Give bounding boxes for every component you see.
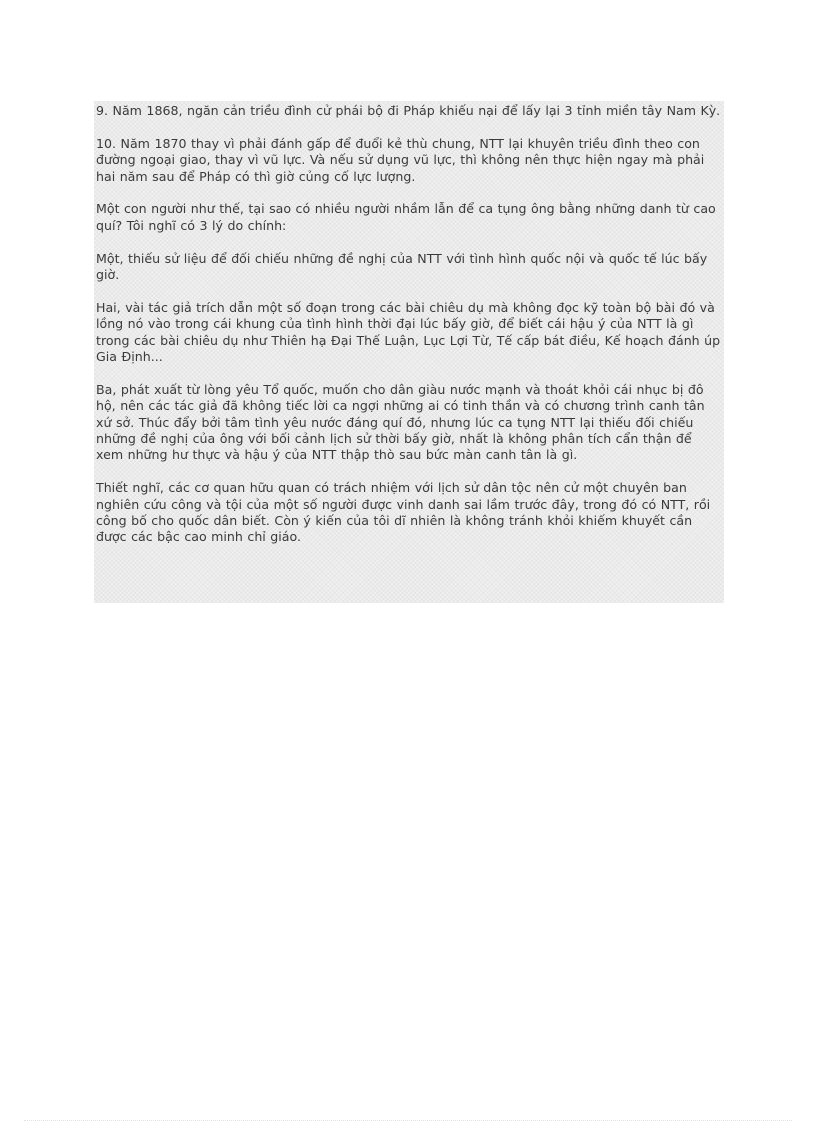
paragraph-reason-two: Hai, vài tác giả trích dẫn một số đoạn trong các bài chiêu dụ mà không đọc kỹ toàn bộ bài đó và lồng nó vào trong cái khung của tình hình thời đại lúc bấy giờ, để biết cái hậu ý của NTT là gì trong các bài chiêu dụ như Thiên hạ Đại Thế Luận, Lục Lợi Từ, Tế cấp bát điều, Kế hoạch đánh úp Gia Định... (96, 299, 721, 365)
page-bottom-divider (24, 1120, 792, 1121)
paragraph-point-9: 9. Năm 1868, ngăn cản triều đình cử phái bộ đi Pháp khiếu nại để lấy lại 3 tỉnh miền tây Nam Kỳ. (96, 103, 721, 118)
paragraph-reason-one: Một, thiếu sử liệu để đối chiếu những đề nghị của NTT với tình hình quốc nội và quốc tế lúc bấy giờ. (96, 250, 708, 283)
article-text-block (94, 101, 724, 603)
paragraph-conclusion: Thiết nghĩ, các cơ quan hữu quan có trách nhiệm với lịch sử dân tộc nên cử một chuyên ban nghiên cứu công và tội của một số người được vinh danh sai lầm trước đây, trong đó có NTT, rồi công bố cho quốc dân biết. Còn ý kiến của tôi dĩ nhiên là không tránh khỏi khiếm khuyết cần được các bậc cao minh chỉ giáo. (96, 480, 711, 545)
paragraph-point-10: 10. Năm 1870 thay vì phải đánh gấp để đuổi kẻ thù chung, NTT lại khuyên triều đình theo con đường ngoại giao, thay vì vũ lực. Và nếu sử dụng vũ lực, thì không nên thực hiện ngay mà phải hai năm sau để Pháp có thì giờ củng cố lực lượng. (96, 135, 705, 184)
paragraph-question: Một con người như thế, tại sao có nhiều người nhầm lẫn để ca tụng ông bằng những danh từ cao quí? Tôi nghĩ có 3 lý do chính: (96, 201, 716, 233)
paragraph-reason-three: Ba, phát xuất từ lòng yêu Tổ quốc, muốn cho dân giàu nước mạnh và thoát khỏi cái nhục bị đô hộ, nên các tác giả đã không tiếc lời ca ngợi những ai có tinh thần và có chương trình canh tân xứ sở. Thúc đẩy bởi tâm tình yêu nước đáng quí đó, nhưng lúc ca tụng NTT lại thiếu đối chiếu những đề nghị của ông với bối cảnh lịch sử thời bấy giờ, nhất là không phân tích cẩn thận để xem những hư thực và hậu ý của NTT thập thò sau bức màn canh tân là gì. (96, 381, 705, 463)
